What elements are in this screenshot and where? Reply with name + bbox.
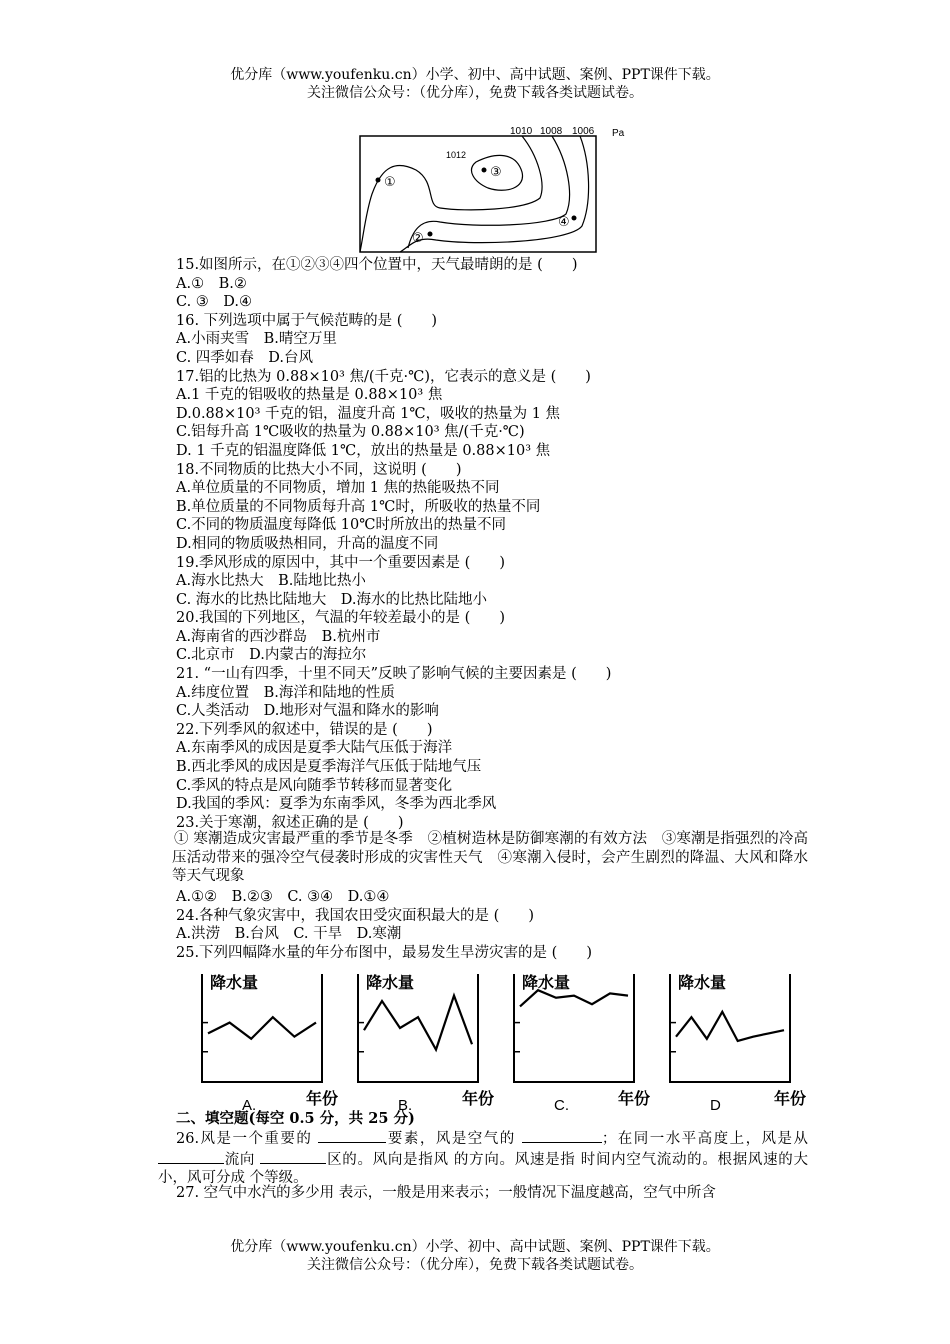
rainfall-series-line [520, 990, 628, 1006]
q26-blank-4[interactable] [260, 1149, 326, 1164]
isobar-label-1008: 1008 [540, 126, 563, 137]
point-1: ① [384, 174, 396, 189]
q27 [176, 1184, 816, 1203]
chart-ylabel: 降水量 [678, 975, 727, 992]
q16-stem: 16. 下列选项中属于气候范畴的是 ( ) [176, 312, 438, 329]
point-2: ② [412, 230, 424, 245]
rainfall-series-line [676, 1012, 784, 1041]
q25-stem: 25.下列四幅降水量的年分布图中，最易发生旱涝灾害的是 ( ) [176, 944, 592, 961]
section-2-title: 二、填空题(每空 0.5 分，共 25 分) [176, 1110, 415, 1127]
q18-option-a: A.单位质量的不同物质，增加 1 焦的热能吸热不同 [176, 480, 500, 497]
q26-blank-1[interactable] [318, 1128, 386, 1143]
q19-stem: 19.季风形成的原因中，其中一个重要因素是 ( ) [176, 554, 505, 571]
q26 [158, 1128, 808, 1188]
chart-4 [670, 973, 806, 1112]
chart-xlabel: 年份 [774, 1091, 806, 1108]
q18-option-c: C.不同的物质温度每降低 10℃时所放出的热量不同 [176, 517, 506, 534]
q15 [176, 256, 816, 312]
q20-option-cd: C.北京市 D.内蒙古的海拉尔 [176, 647, 367, 664]
header-line-1: 优分库（www.youfenku.cn）小学、初中、高中试题、案例、PPT课件下载。 [230, 67, 720, 83]
q24-options: A.洪涝 B.台风 C. 干旱 D.寒潮 [176, 926, 402, 943]
q16-option-ab: A.小雨夹雪 B.晴空万里 [176, 331, 337, 348]
q23-paragraph [172, 830, 808, 886]
chart-title: A. [242, 1097, 257, 1112]
header-line-2: 关注微信公众号：（优分库），免费下载各类试题试卷。 [307, 85, 643, 101]
q19-option-cd: C. 海水的比热比陆地大 D.海水的比热比陆地小 [176, 591, 488, 608]
q26-part-6: 区的。风向是指风 的方向。风速是指 时间内空气流动的。根据风速的大小，风可分成 个等级。 [158, 1151, 809, 1187]
pressure-unit: Pa [612, 128, 625, 139]
q18 [176, 461, 816, 554]
q23-paragraph-text: ① 寒潮造成灾害最严重的季节是冬季 ②植树造林是防御寒潮的有效方法 ③寒潮是指强烈的冷高压活动带来的强冷空气侵袭时形成的灾害性天气 ④寒潮入侵时，会产生剧烈的降温、大风和降水等天气现象 [172, 831, 808, 885]
q18-option-b: B.单位质量的不同物质每升高 1℃时，所吸收的热量不同 [176, 498, 541, 515]
page-footer [0, 1238, 950, 1274]
q26-part-4: 是从 [777, 1131, 809, 1147]
page-header [0, 66, 950, 102]
q26-part-3: ；在同一水平高度上，风 [601, 1131, 778, 1147]
q23-options: A.①② B.②③ C. ③④ D.①④ [176, 889, 390, 906]
q19 [176, 554, 816, 610]
footer-line-2: 关注微信公众号：（优分库），免费下载各类试题试卷。 [307, 1257, 643, 1273]
q21-option-cd: C.人类活动 D.地形对气温和降水的影响 [176, 703, 439, 720]
chart-3 [514, 973, 650, 1112]
fill-in-section [176, 1110, 816, 1129]
isobar-label-1006: 1006 [572, 126, 595, 137]
q17-stem: 17.铝的比热为 0.88×10³ 焦/(千克·℃)，它表示的意义是 ( ) [176, 368, 591, 385]
q20 [176, 609, 816, 665]
footer-line-1: 优分库（www.youfenku.cn）小学、初中、高中试题、案例、PPT课件下载。 [230, 1239, 720, 1255]
chart-xlabel: 年份 [462, 1091, 495, 1108]
chart-title: B. [398, 1097, 413, 1112]
inner-isobar-label: 1012 [446, 150, 467, 160]
q17 [176, 368, 816, 461]
q22-option-b: B.西北季风的成因是夏季海洋气压低于陆地气压 [176, 759, 482, 776]
rainfall-series-line [364, 996, 472, 1050]
chart-xlabel: 年份 [306, 1091, 339, 1108]
chart-1 [202, 973, 338, 1112]
q16-option-cd: C. 四季如春 D.台风 [176, 349, 314, 366]
q26-blank-2[interactable] [522, 1128, 602, 1143]
chart-ylabel: 降水量 [522, 975, 571, 992]
chart-ylabel: 降水量 [366, 975, 415, 992]
q24 [176, 907, 816, 944]
q16 [176, 312, 816, 368]
q15-option-ab: A.① B.② [176, 275, 247, 292]
q22 [176, 721, 816, 814]
q17-option-b: D.0.88×10³ 千克的铝，温度升高 1℃，吸收的热量为 1 焦 [176, 405, 561, 422]
chart-ylabel: 降水量 [210, 975, 259, 992]
isobar-label-1010: 1010 [510, 126, 533, 137]
isobar-map [356, 122, 632, 256]
q18-stem: 18.不同物质的比热大小不同，这说明 ( ) [176, 461, 462, 478]
q22-option-c: C.季风的特点是风向随季节转移而显著变化 [176, 777, 453, 794]
q21-stem: 21. “一山有四季，十里不同天”反映了影响气候的主要因素是 ( ) [176, 666, 612, 683]
chart-title: D [710, 1097, 721, 1112]
point-4: ④ [558, 214, 570, 229]
q17-option-c: C.铝每升高 1℃吸收的热量为 0.88×10³ 焦/(千克·℃) [176, 424, 525, 441]
q26-part-2: 要素，风是空气的 [386, 1131, 522, 1147]
q20-stem: 20.我国的下列地区，气温的年较差最小的是 ( ) [176, 610, 505, 627]
q21 [176, 665, 816, 721]
q24-stem: 24.各种气象灾害中，我国农田受灾面积最大的是 ( ) [176, 907, 534, 924]
rainfall-series-line [208, 1017, 316, 1039]
q26-blank-3[interactable] [158, 1149, 224, 1164]
chart-xlabel: 年份 [618, 1091, 651, 1108]
isobar-1008 [408, 136, 570, 248]
q18-option-d: D.相同的物质吸热相同，升高的温度不同 [176, 535, 439, 552]
rainfall-charts [176, 962, 806, 1112]
chart-title: C. [554, 1097, 569, 1112]
q26-part-5: 流向 [224, 1151, 261, 1168]
q17-option-d: D. 1 千克的铝温度降低 1℃，放出的热量是 0.88×10³ 焦 [176, 442, 551, 459]
q22-option-a: A.东南季风的成因是夏季大陆气压低于海洋 [176, 740, 453, 757]
q17-option-a: A.1 千克的铝吸收的热量是 0.88×10³ 焦 [176, 387, 443, 404]
q23-stem: 23.关于寒潮，叙述正确的是 ( ) [176, 814, 404, 831]
q20-option-ab: A.海南省的西沙群岛 B.杭州市 [176, 628, 381, 645]
chart-2 [358, 973, 494, 1112]
q21-option-ab: A.纬度位置 B.海洋和陆地的性质 [176, 684, 395, 701]
q19-option-ab: A.海水比热大 B.陆地比热小 [176, 573, 366, 590]
q27-text: 27. 空气中水汽的多少用 表示，一般是用来表示；一般情况下温度越高，空气中所含 [176, 1185, 716, 1201]
q22-option-d: D.我国的季风：夏季为东南季风，冬季为西北季风 [176, 796, 497, 813]
point-3: ③ [490, 164, 502, 179]
q15-stem: 15.如图所示，在①②③④四个位置中，天气最晴朗的是 ( ) [176, 257, 578, 273]
q15-option-cd: C. ③ D.④ [176, 294, 253, 311]
q22-stem: 22.下列季风的叙述中，错误的是 ( ) [176, 721, 433, 738]
q26-part-1: 26.风是一个重要的 [176, 1131, 319, 1147]
